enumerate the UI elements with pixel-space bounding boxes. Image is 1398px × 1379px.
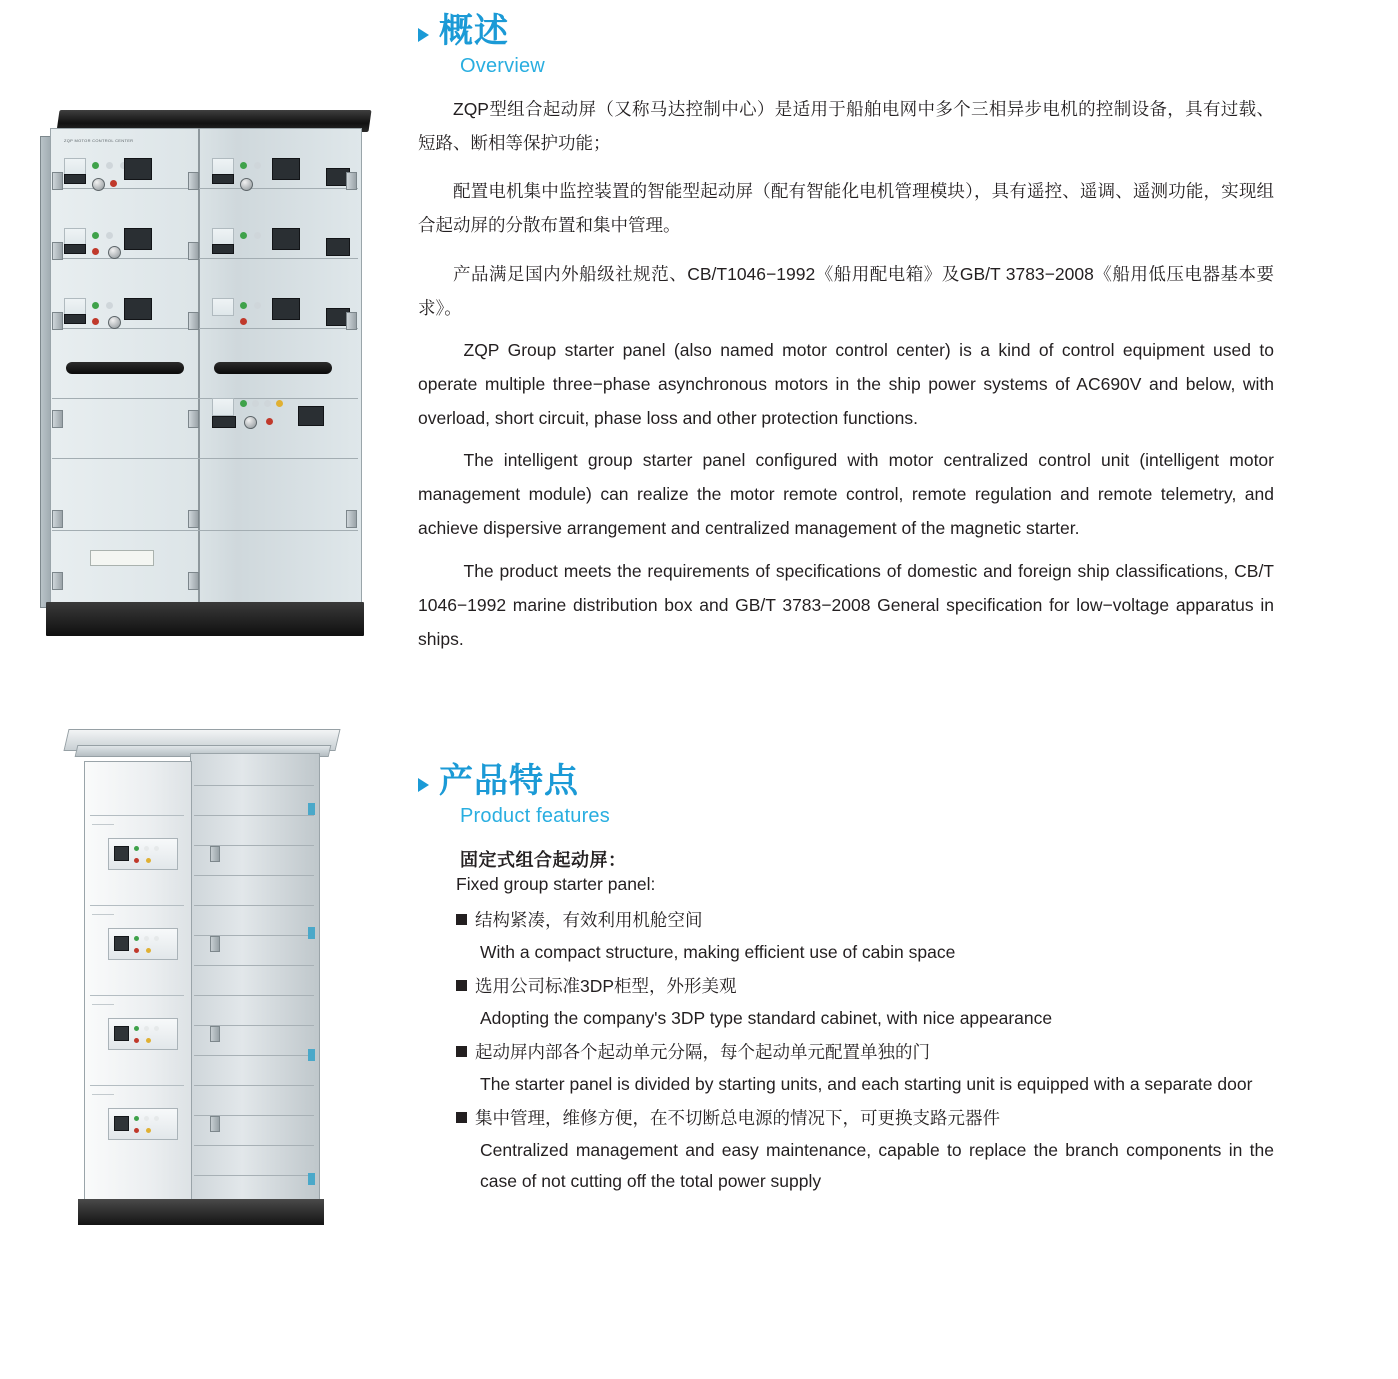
side-panel-rib — [194, 1175, 314, 1176]
indicator-lamp-white — [144, 1026, 149, 1031]
latch-tab — [308, 803, 315, 815]
door-hinge — [188, 242, 199, 260]
side-panel-rib — [194, 1085, 314, 1086]
feature-text-cn: 选用公司标准3DP柜型，外形美观 — [475, 976, 737, 997]
starter-unit — [90, 1085, 184, 1170]
indicator-lamp-white — [144, 936, 149, 941]
door-hinge — [52, 410, 63, 428]
side-panel-rib — [194, 965, 314, 966]
door-hinge — [188, 172, 199, 190]
door-hinge — [346, 510, 357, 528]
cabinet-bay-divider — [198, 128, 200, 606]
indicator-lamp-white — [106, 302, 113, 309]
door-hinge — [52, 172, 63, 190]
door-hinge — [210, 846, 220, 862]
door-hinge — [346, 172, 357, 190]
door-hinge — [52, 242, 63, 260]
indicator-lamp-amber — [276, 400, 283, 407]
indicator-lamp-red — [92, 248, 99, 255]
overview-paragraph-cn-3: 产品满足国内外船级社规范、CB/T1046−1992《船用配电箱》及GB/T 3783−2008《船用低压电器基本要求》。 — [418, 263, 1274, 318]
list-item — [418, 1037, 1284, 1099]
indicator-lamp-green — [92, 302, 99, 309]
latch-tab — [308, 1173, 315, 1185]
indicator-lamp-green — [134, 846, 139, 851]
indicator-lamp-white — [154, 846, 159, 851]
door-seam — [52, 398, 358, 399]
indicator-lamp-red — [110, 180, 117, 187]
indicator-lamp-white — [106, 162, 113, 169]
features-subtitle-en: Fixed group starter panel: — [456, 874, 656, 895]
door-hinge — [210, 1116, 220, 1132]
cabinet-plinth — [46, 602, 364, 636]
feature-cn-row — [456, 1103, 1284, 1135]
features-list — [418, 905, 1284, 1196]
latch-tab — [308, 1049, 315, 1061]
door-hinge — [52, 312, 63, 330]
side-panel-rib — [194, 875, 314, 876]
panel-meter — [298, 406, 324, 426]
overview-title-en: Overview — [460, 55, 545, 78]
square-bullet-icon — [456, 1046, 467, 1057]
indicator-lamp-green — [134, 936, 139, 941]
indicator-lamp-green — [134, 1116, 139, 1121]
indicator-lamp-red — [134, 1038, 139, 1043]
triangle-bullet-icon — [418, 28, 429, 42]
feature-text-en: With a compact structure, making efficient use of cabin space — [480, 941, 956, 962]
overview-paragraph-cn-2: 配置电机集中监控装置的智能型起动屏（配有智能化电机管理模块），具有遥控、遥调、遥测功能，实现组合起动屏的分散布置和集中管理。 — [418, 181, 1274, 236]
control-knob — [244, 416, 257, 429]
overview-paragraph-en-1: ZQP Group starter panel (also named motor control center) is a kind of control equipment used to operate multiple three−phase asynchronous motors in the ship power systems of AC690V and below, with overload, short circuit, phase loss and other protection functions. — [418, 339, 1274, 429]
feature-cn-row — [456, 905, 1284, 937]
selector-switch — [212, 244, 234, 254]
side-panel-rib — [194, 905, 314, 906]
indicator-lamp-white — [254, 232, 261, 239]
features-title-en: Product features — [460, 805, 610, 828]
document-content — [418, 0, 1284, 1379]
overview-heading — [418, 12, 1284, 51]
panel-meter — [124, 298, 152, 320]
indicator-lamp-green — [240, 400, 247, 407]
indicator-lamp-white — [154, 1026, 159, 1031]
selector-switch — [212, 416, 236, 428]
side-panel-rib — [194, 1055, 314, 1056]
features-heading — [418, 762, 1284, 801]
door-hinge — [188, 410, 199, 428]
square-bullet-icon — [456, 1112, 467, 1123]
features-title-cn: 产品特点 — [439, 762, 579, 800]
door-hinge — [188, 312, 199, 330]
indicator-lamp-white — [254, 162, 261, 169]
list-item — [418, 905, 1284, 967]
indicator-lamp-amber — [146, 948, 151, 953]
ventilation-slot — [92, 1004, 114, 1005]
door-hinge — [346, 312, 357, 330]
indicator-lamp-green — [92, 232, 99, 239]
control-knob — [108, 316, 121, 329]
selector-switch — [64, 174, 86, 184]
side-panel-rib — [194, 995, 314, 996]
feature-text-cn: 起动屏内部各个起动单元分隔，每个起动单元配置单独的门 — [475, 1042, 930, 1063]
selector-switch — [64, 244, 86, 254]
latch-tab — [308, 927, 315, 939]
indicator-lamp-white — [254, 302, 261, 309]
indicator-lamp-white — [106, 232, 113, 239]
indicator-lamp-white — [154, 936, 159, 941]
indicator-lamp-amber — [146, 1128, 151, 1133]
indicator-lamp-green — [134, 1026, 139, 1031]
panel-meter — [272, 158, 300, 180]
feature-text-cn: 结构紧凑，有效利用机舱空间 — [475, 910, 703, 931]
rotary-switch — [114, 1116, 129, 1131]
indicator-lamp-green — [92, 162, 99, 169]
features-subtitle-cn: 固定式组合起动屏： — [460, 850, 627, 871]
equipment-label-plate — [90, 550, 154, 566]
ventilation-slot — [92, 1094, 114, 1095]
indicator-lamp-red — [266, 418, 273, 425]
door-seam — [52, 530, 358, 531]
starter-unit — [90, 815, 184, 900]
door-hinge — [210, 936, 220, 952]
overview-paragraph-en-3: The product meets the requirements of specifications of domestic and foreign ship classifications, CB/T 1046−1992 marine distribution box and GB/T 3783−2008 General specification for low−voltage apparatus in ships. — [418, 560, 1274, 649]
square-bullet-icon — [456, 914, 467, 925]
control-knob — [240, 178, 253, 191]
starter-unit — [90, 995, 184, 1080]
overview-paragraph-cn-1: ZQP型组合起动屏（又称马达控制中心）是适用于船舶电网中多个三相异步电机的控制设备，具有过载、短路、断相等保护功能； — [418, 99, 1274, 154]
indicator-lamp-white — [144, 846, 149, 851]
control-knob — [108, 246, 121, 259]
panel-meter — [272, 228, 300, 250]
cabinet-nameplate-text: ZQP MOTOR CONTROL CENTER — [64, 138, 134, 143]
instrument-window — [212, 398, 234, 416]
feature-text-cn: 集中管理，维修方便，在不切断总电源的情况下，可更换支路元器件 — [475, 1108, 1000, 1129]
panel-meter — [272, 298, 300, 320]
overview-paragraph-en-2: The intelligent group starter panel configured with motor centralized control unit (intelligent motor management module) can realize the motor remote control, remote regulation and remote telemetry, and achieve dispersive arrangement and centralized management of the magnetic starter. — [418, 450, 1274, 539]
section-overview — [418, 12, 1284, 656]
list-item — [418, 971, 1284, 1033]
side-panel-rib — [194, 1145, 314, 1146]
door-seam — [52, 458, 358, 459]
door-pull-handle — [66, 362, 184, 374]
product-photo-group-starter-panel — [40, 110, 380, 640]
square-bullet-icon — [456, 980, 467, 991]
section-product-features — [418, 762, 1284, 1196]
door-hinge — [210, 1026, 220, 1042]
side-panel-rib — [194, 785, 314, 786]
indicator-lamp-amber — [146, 1038, 151, 1043]
indicator-lamp-green — [240, 162, 247, 169]
overview-title-cn: 概述 — [439, 12, 509, 50]
indicator-lamp-red — [134, 1128, 139, 1133]
ventilation-slot — [92, 824, 114, 825]
selector-switch — [64, 314, 86, 324]
door-pull-handle — [214, 362, 332, 374]
indicator-lamp-white — [144, 1116, 149, 1121]
panel-meter — [326, 238, 350, 256]
door-hinge — [52, 510, 63, 528]
ventilation-slot — [92, 914, 114, 915]
selector-switch — [212, 174, 234, 184]
indicator-lamp-red — [134, 948, 139, 953]
product-photo-3dp-cabinet — [60, 715, 390, 1245]
cabinet-plinth — [78, 1199, 324, 1225]
overview-body — [418, 92, 1274, 656]
rotary-switch — [114, 846, 129, 861]
feature-text-en: The starter panel is divided by starting units, and each starting unit is equipped with a separate door — [480, 1073, 1253, 1094]
door-seam — [52, 258, 358, 259]
indicator-lamp-red — [240, 318, 247, 325]
feature-text-en: Centralized management and easy maintenance, capable to replace the branch components in the case of not cutting off the total power supply — [480, 1139, 1274, 1191]
triangle-bullet-icon — [418, 778, 429, 792]
control-knob — [92, 178, 105, 191]
indicator-lamp-red — [92, 318, 99, 325]
indicator-lamp-amber — [146, 858, 151, 863]
panel-meter — [124, 228, 152, 250]
panel-meter — [124, 158, 152, 180]
rotary-switch — [114, 1026, 129, 1041]
door-seam — [52, 328, 358, 329]
side-panel-rib — [194, 815, 314, 816]
cabinet-side-face — [190, 753, 320, 1203]
door-hinge — [188, 510, 199, 528]
door-hinge — [52, 572, 63, 590]
indicator-lamp-white — [252, 400, 259, 407]
indicator-lamp-white — [264, 400, 271, 407]
feature-cn-row — [456, 1037, 1284, 1069]
indicator-lamp-green — [240, 232, 247, 239]
indicator-lamp-green — [240, 302, 247, 309]
feature-text-en: Adopting the company's 3DP type standard cabinet, with nice appearance — [480, 1007, 1053, 1028]
instrument-window — [212, 298, 234, 316]
door-hinge — [188, 572, 199, 590]
list-item — [418, 1103, 1284, 1196]
indicator-lamp-white — [154, 1116, 159, 1121]
starter-unit — [90, 905, 184, 990]
indicator-lamp-red — [134, 858, 139, 863]
rotary-switch — [114, 936, 129, 951]
product-image-column — [0, 0, 400, 1379]
feature-cn-row — [456, 971, 1284, 1003]
